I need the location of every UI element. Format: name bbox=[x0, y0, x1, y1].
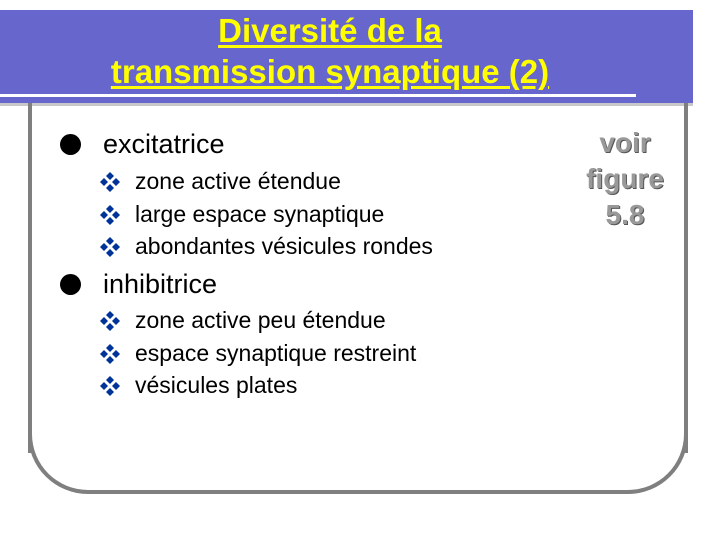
note-line-3: 5.8 bbox=[605, 199, 645, 230]
diamond-bullet-icon bbox=[100, 376, 120, 396]
note-line-2: figure bbox=[586, 163, 664, 194]
title-rule bbox=[0, 94, 636, 97]
diamond-bullet-icon bbox=[100, 311, 120, 331]
item-label: abondantes vésicules rondes bbox=[135, 233, 433, 259]
item-label: zone active peu étendue bbox=[135, 307, 386, 333]
diamond-bullet-icon bbox=[100, 205, 120, 225]
filled-circle-bullet-icon bbox=[60, 274, 81, 295]
title-line-1: Diversité de la bbox=[218, 12, 442, 49]
note-line-1: voir bbox=[599, 127, 651, 158]
title-line-2: transmission synaptique (2) bbox=[110, 53, 550, 90]
item-label: vésicules plates bbox=[135, 372, 298, 398]
item-label: large espace synaptique bbox=[135, 201, 385, 227]
section-label: inhibitrice bbox=[103, 269, 218, 299]
diamond-bullet-icon bbox=[100, 172, 120, 192]
item-label: espace synaptique restreint bbox=[135, 340, 417, 366]
slide-title bbox=[40, 10, 620, 92]
figure-reference-note bbox=[560, 125, 690, 233]
diamond-bullet-icon bbox=[100, 344, 120, 364]
section-label: excitatrice bbox=[103, 129, 225, 159]
frame-left-border bbox=[28, 103, 32, 453]
filled-circle-bullet-icon bbox=[60, 134, 81, 155]
diamond-bullet-icon bbox=[100, 237, 120, 257]
frame-bottom-border bbox=[28, 410, 688, 494]
item-label: zone active étendue bbox=[135, 168, 341, 194]
